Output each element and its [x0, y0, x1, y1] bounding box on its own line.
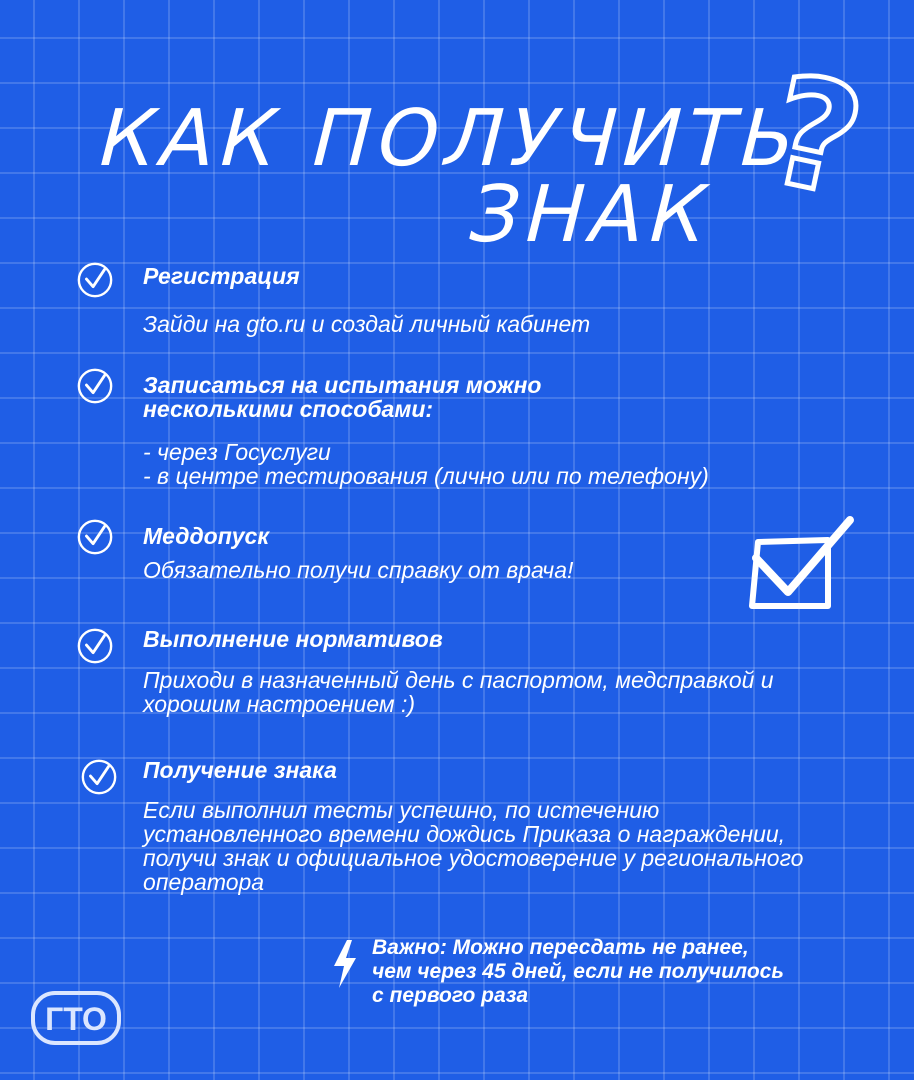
check-circle-icon	[76, 518, 114, 556]
note-line: чем через 45 дней, если не получилось	[372, 960, 784, 983]
note-line: с первого раза	[372, 984, 529, 1007]
note-line: Важно: Можно пересдать не ранее,	[372, 936, 749, 959]
check-circle-icon	[76, 261, 114, 299]
step-5-text-line: Если выполнил тесты успешно, по истечению	[143, 797, 660, 823]
check-circle-icon	[76, 627, 114, 665]
step-2-title	[143, 373, 541, 421]
step-5-text	[143, 798, 803, 894]
step-3-text: Обязательно получи справку от врача!	[143, 557, 574, 583]
page-title-line-1: КАК ПОЛУЧИТЬ	[88, 94, 812, 184]
checkbox-checked-icon	[742, 512, 860, 616]
step-5-text-line: установленного времени дождись Приказа о награждении,	[143, 821, 786, 847]
step-4-text-line: Приходи в назначенный день с паспортом, медсправкой и	[143, 667, 774, 693]
important-note	[372, 936, 784, 1008]
step-2-text-line: - в центре тестирования (лично или по телефону)	[143, 463, 709, 489]
check-circle-icon	[80, 758, 118, 796]
step-5-title: Получение знака	[143, 757, 337, 783]
page-title-line-2: ЗНАК	[458, 170, 723, 260]
step-2-title-line: несколькими способами:	[143, 396, 434, 422]
step-4-text	[143, 668, 774, 716]
step-5-text-line: оператора	[143, 869, 265, 895]
question-mark-icon: ?	[754, 42, 877, 232]
step-1-text: Зайди на gto.ru и создай личный кабинет	[143, 311, 591, 337]
logo-text: ГТО	[45, 1001, 107, 1037]
check-circle-icon	[76, 367, 114, 405]
step-3-title: Меддопуск	[143, 523, 270, 549]
step-4-text-line: хорошим настроением :)	[143, 691, 416, 717]
lightning-icon	[332, 940, 358, 988]
step-2-title-line: Записаться на испытания можно	[143, 372, 542, 398]
step-2-text	[143, 440, 709, 488]
step-5-text-line: получи знак и официальное удостоверение у регионального	[143, 845, 804, 871]
step-2-text-line: - через Госуслуги	[143, 439, 331, 465]
step-4-title: Выполнение нормативов	[143, 626, 443, 652]
step-1-title: Регистрация	[143, 263, 300, 289]
gto-logo	[30, 990, 122, 1046]
